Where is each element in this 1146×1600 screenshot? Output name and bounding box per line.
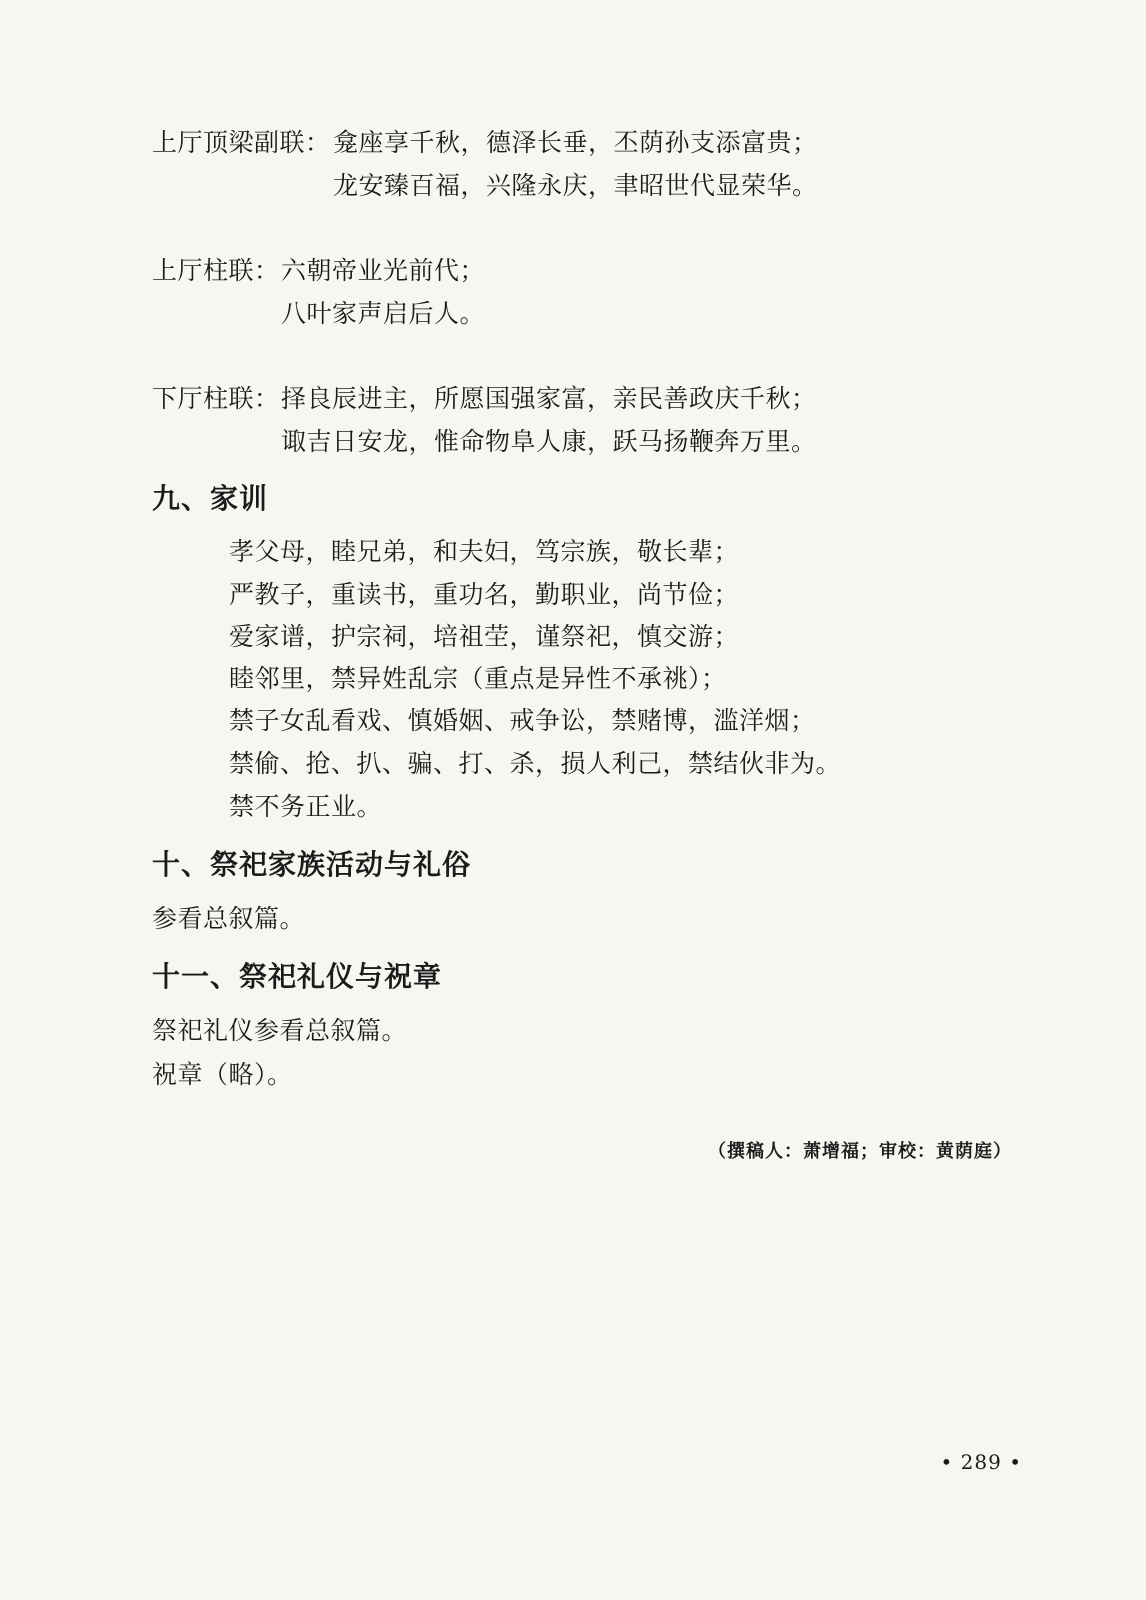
couplet-label-lower-pillar: 下厅柱联：	[152, 384, 280, 413]
section-text: 祭祀礼仪参看总叙篇。	[152, 1016, 408, 1045]
author-credit: （撰稿人：萧增福；审校：黄荫庭）	[708, 1141, 1012, 1162]
family-rule-line: 禁子女乱看戏、慎婚姻、戒争讼，禁赌博，滥洋烟；	[229, 706, 816, 735]
family-rule-line: 禁不务正业。	[229, 792, 383, 821]
family-rule-line: 睦邻里，禁异姓乱宗（重点是异性不承祧）；	[229, 664, 727, 693]
section-text: 参看总叙篇。	[152, 904, 306, 933]
family-rule-line: 禁偷、抢、扒、骗、打、杀，损人利己，禁结伙非为。	[229, 749, 842, 778]
couplet-line: 择良辰进主，所愿国强家富，亲民善政庆千秋；	[281, 384, 817, 413]
couplet-line: 六朝帝业光前代；	[281, 256, 486, 285]
couplet-label-upper-pillar: 上厅柱联：	[152, 256, 280, 285]
couplet-line: 八叶家声启后人。	[281, 299, 486, 328]
couplet-line: 诹吉日安龙，惟命物阜人康，跃马扬鞭奔万里。	[281, 427, 817, 456]
family-rule-line: 严教子，重读书，重功名，勤职业，尚节俭；	[229, 580, 740, 609]
page-number: • 289 •	[940, 1450, 1022, 1474]
family-rule-line: 孝父母，睦兄弟，和夫妇，笃宗族，敬长辈；	[229, 537, 740, 566]
section-heading-family-rules: 九、家训	[152, 482, 269, 515]
couplet-line: 龙安臻百福，兴隆永庆，聿昭世代显荣华。	[333, 171, 818, 200]
section-text: 祝章（略）。	[152, 1060, 293, 1089]
couplet-line: 龛座享千秋，德泽长垂，丕荫孙支添富贵；	[333, 128, 818, 157]
couplet-label-upper-beam: 上厅顶梁副联：	[152, 128, 331, 157]
section-heading-rituals: 十一、祭祀礼仪与祝章	[152, 960, 443, 993]
family-rule-line: 爱家谱，护宗祠，培祖茔，谨祭祀，慎交游；	[229, 622, 740, 651]
section-heading-ancestral-activities: 十、祭祀家族活动与礼俗	[152, 848, 472, 881]
